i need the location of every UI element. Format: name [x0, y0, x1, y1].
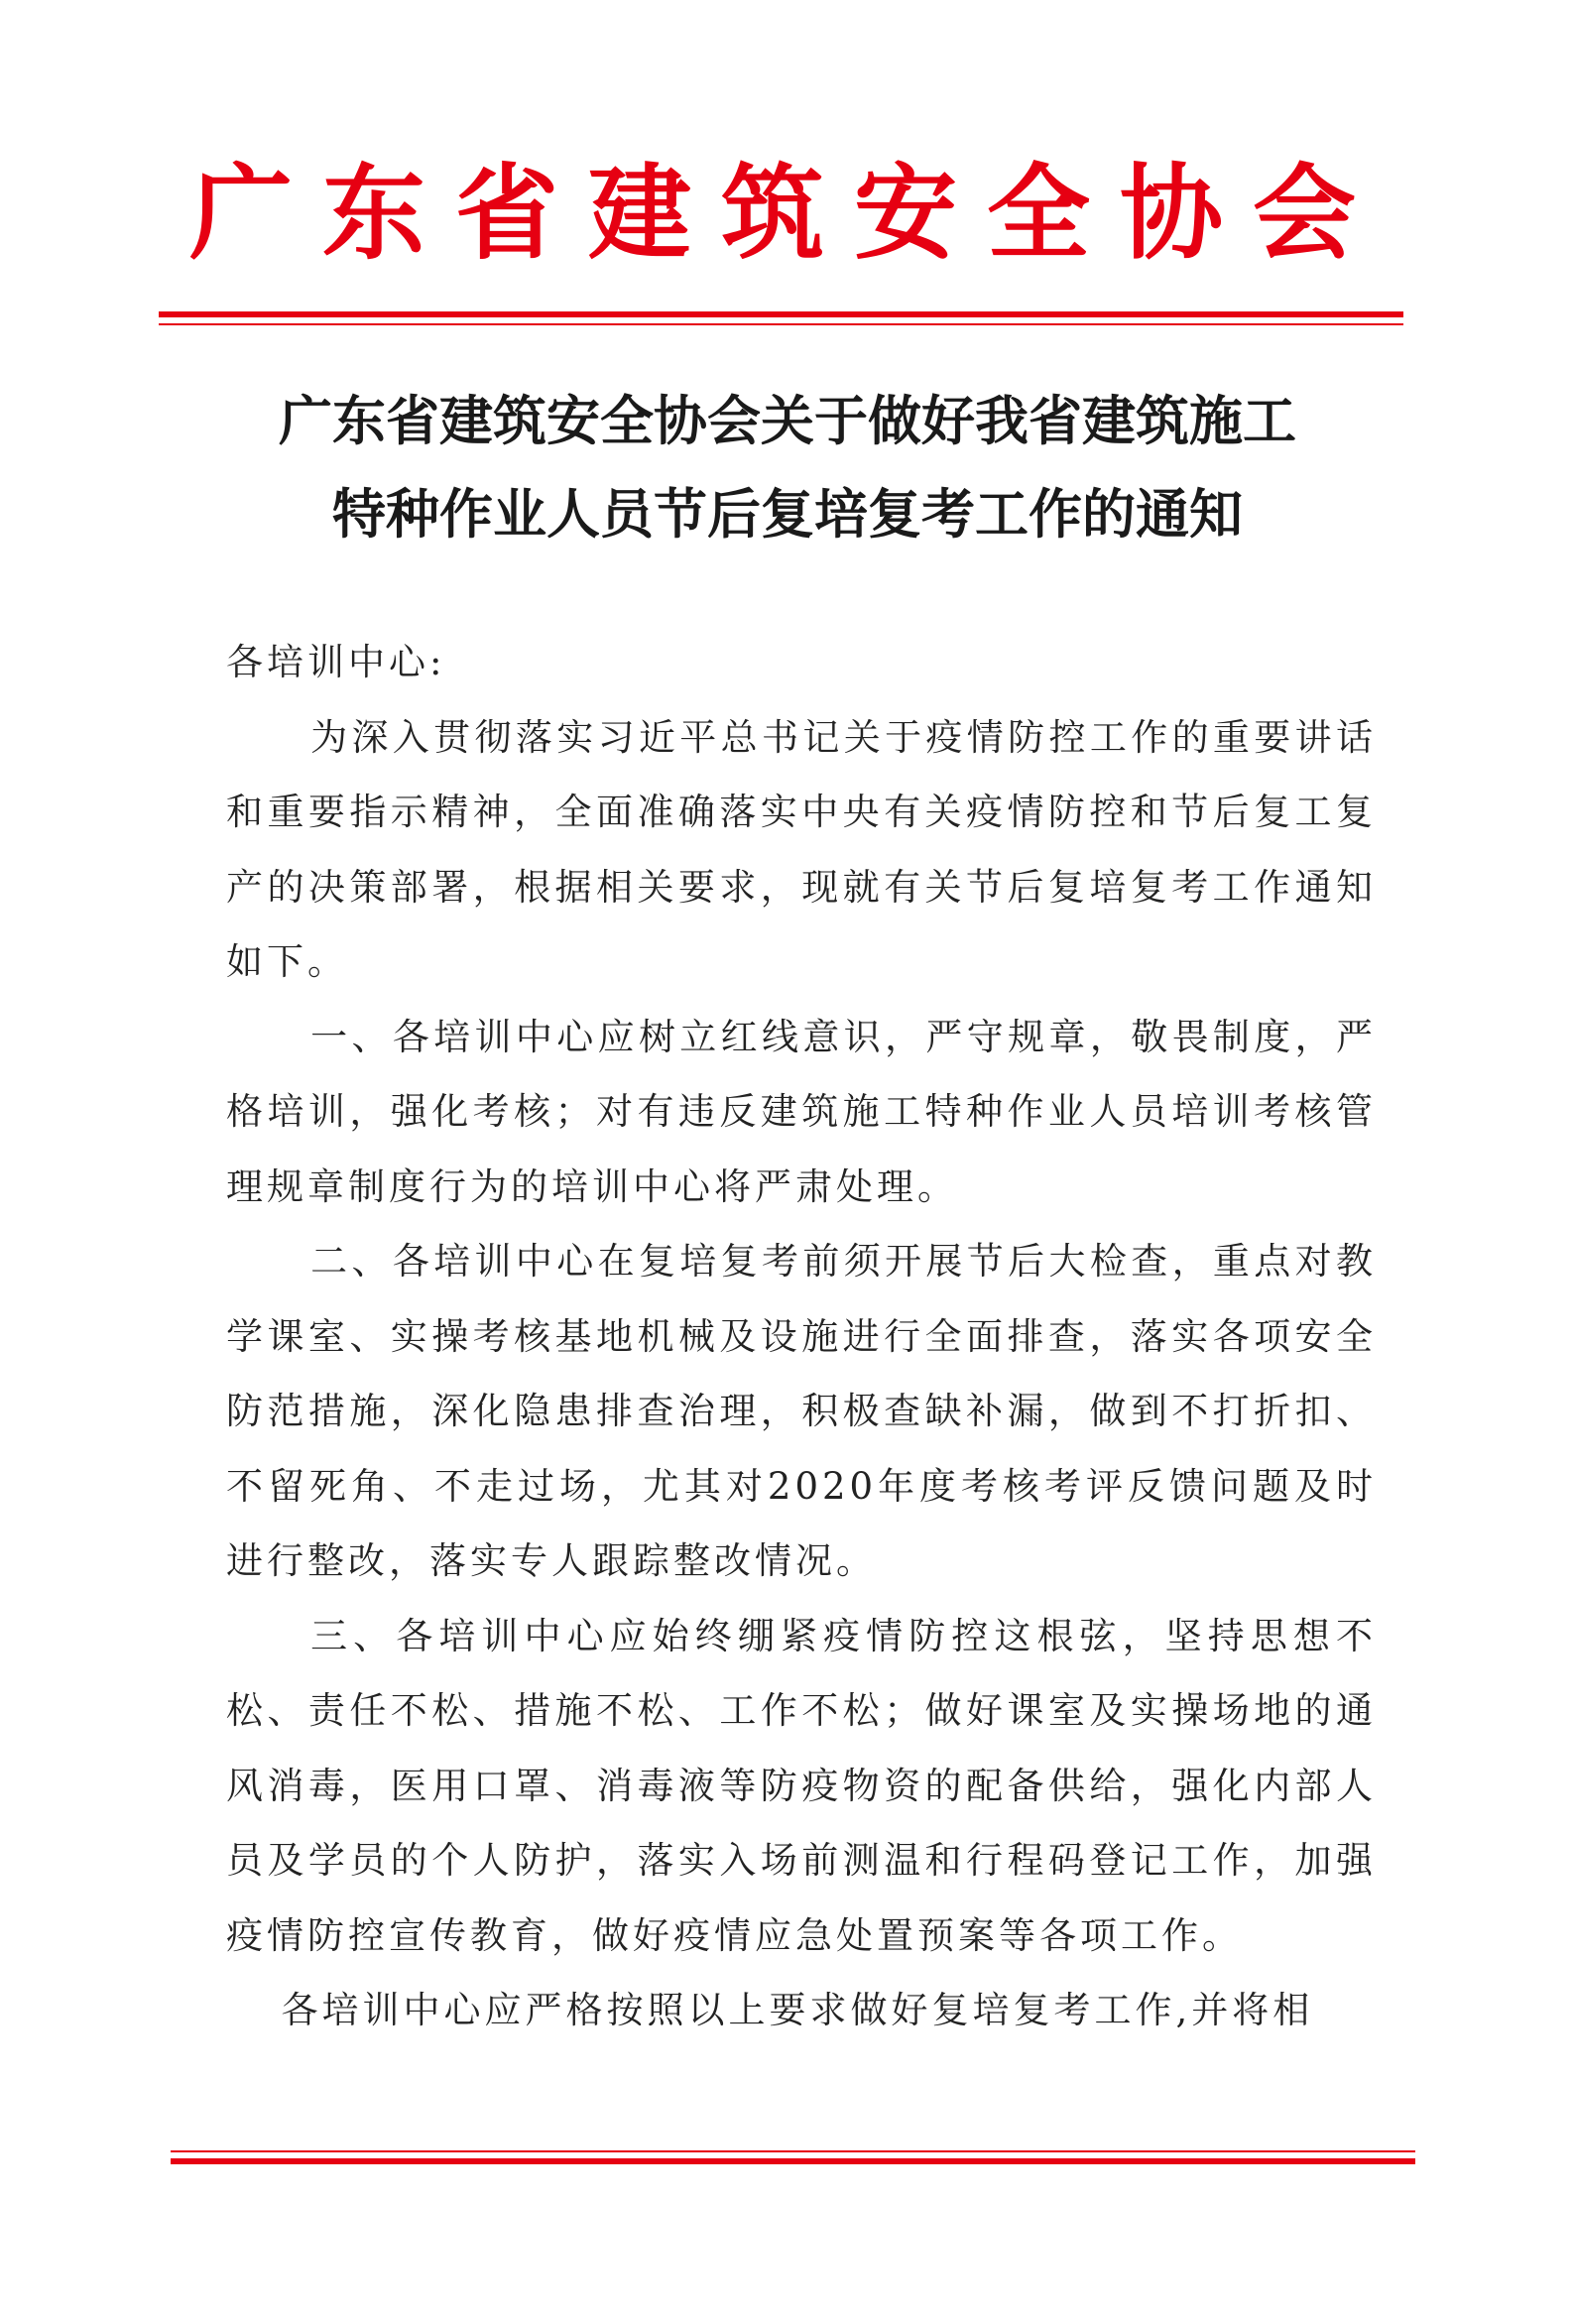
paragraph-intro: 为深入贯彻落实习近平总书记关于疫情防控工作的重要讲话和重要指示精神，全面准确落实中央有关疫情防控和节后复工复产的决策部署，根据相关要求，现就有关节后复培复考工作通知如下。 — [226, 715, 1377, 983]
paragraph-item-2: 二、各培训中心在复培复考前须开展节后大检查，重点对教学课室、实操考核基地机械及设施进行全面排查，落实各项安全防范措施，深化隐患排查治理，积极查缺补漏，做到不打折扣、不留死角、不走过场，尤其对2020年度考核考评反馈问题及时进行整改，落实专人跟踪整改情况。 — [226, 1240, 1377, 1582]
salutation: 各培训中心: — [226, 641, 446, 683]
paragraph-closing: 各培训中心应严格按照以上要求做好复培复考工作,并将相 — [281, 1989, 1314, 2031]
notice-title-line-2: 特种作业人员节后复培复考工作的通知 — [332, 483, 1243, 546]
notice-title-line-1: 广东省建筑安全协会关于做好我省建筑施工 — [279, 390, 1296, 452]
paragraph-item-1: 一、各培训中心应树立红线意识，严守规章，敬畏制度，严格培训，强化考核；对有违反建筑施工特种作业人员培训考核管理规章制度行为的培训中心将严肃处理。 — [226, 1015, 1377, 1208]
notice-body — [226, 625, 1377, 2048]
notice-title — [0, 375, 1575, 561]
header-divider-thin — [159, 323, 1403, 325]
paragraph-item-3: 三、各培训中心应始终绷紧疫情防控这根弦，坚持思想不松、责任不松、措施不松、工作不松；做好课室及实操场地的通风消毒，医用口罩、消毒液等防疫物资的配备供给，强化内部人员及学员的个人防护，落实入场前测温和行程码登记工作，加强疫情防控宣传教育，做好疫情应急处置预案等各项工作。 — [226, 1614, 1377, 1957]
footer-divider-thin — [171, 2150, 1415, 2152]
header-divider-thick — [159, 311, 1403, 317]
footer-divider-thick — [171, 2158, 1415, 2164]
letterhead-title: 广东省建筑安全协会 — [188, 153, 1386, 274]
